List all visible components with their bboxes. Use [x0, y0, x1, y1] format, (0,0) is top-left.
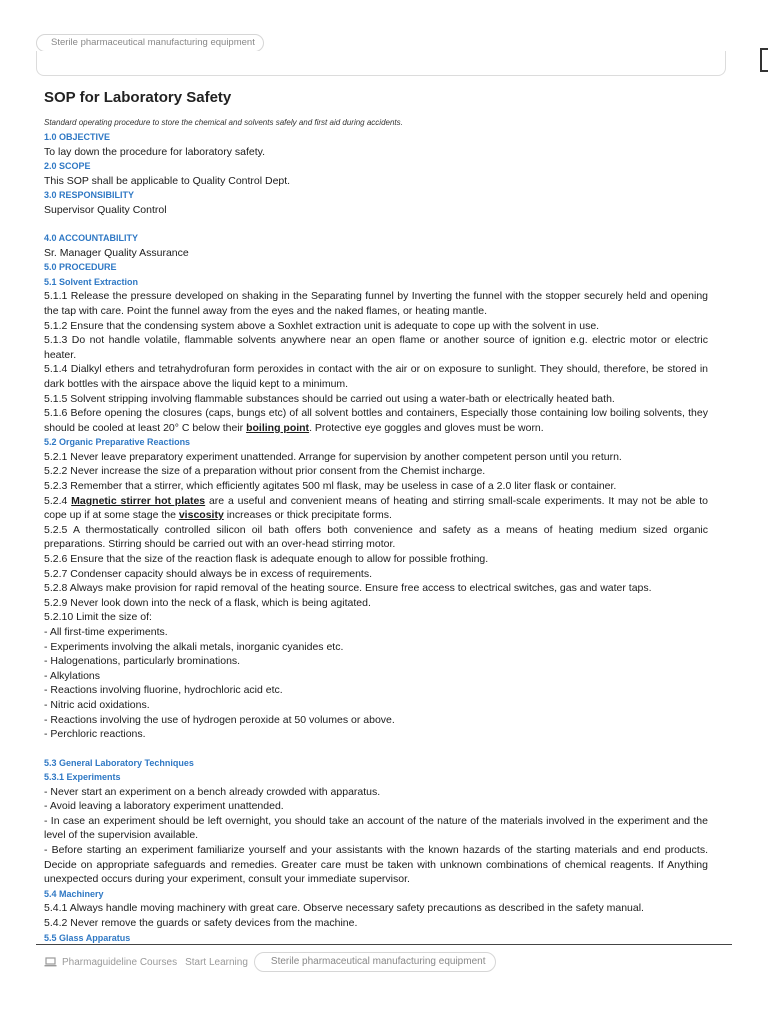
courses-link[interactable]: Pharmaguideline Courses [62, 956, 178, 968]
laptop-icon [44, 957, 57, 967]
boiling-point-link[interactable]: boiling point [246, 421, 310, 434]
para-5-2-9: 5.2.9 Never look down into the neck of a flask, which is being agitated. [44, 596, 371, 609]
para-5-1-3: 5.1.3 Do not handle volatile, flammable solvents anywhere near an open flame or another source of ignition e.g. electric motor or electric heater. [44, 334, 708, 361]
heading-machinery: 5.4 Machinery [44, 888, 104, 899]
heading-scope: 2.0 SCOPE [44, 161, 91, 172]
para-5-2-1: 5.2.1 Never leave preparatory experiment unattended. Arrange for supervision by another competent person until you return. [44, 450, 622, 463]
document-body [44, 88, 708, 944]
para-5-2-8: 5.2.8 Always make provision for rapid removal of the heating source. Ensure free access to electrical switches, gas and water taps. [44, 582, 652, 595]
para-5-1-6: 5.1.6 Before opening the closures (caps, bungs etc) of all solvent bottles and containers, Especially those containing low boiling solvents, they should be cooled at least 20° C below their boiling point. Protective eye goggles and gloves must be worn. [44, 407, 708, 434]
heading-solvent-extraction: 5.1 Solvent Extraction [44, 276, 139, 287]
list-item: - Reactions involving the use of hydrogen peroxide at 50 volumes or above. [44, 713, 395, 726]
para-5-1-1: 5.1.1 Release the pressure developed on shaking in the Separating funnel by Inverting the funnel with the stopper securely held and opening the tap with care. Point the funnel away from the eyes and the naked flames, or heating mantle. [44, 290, 708, 317]
bottom-bar [44, 952, 496, 972]
objective-text: To lay down the procedure for laboratory safety. [44, 145, 266, 158]
list-item: - Experiments involving the alkali metals, inorganic cyanides etc. [44, 640, 344, 653]
list-item: - Nitric acid oxidations. [44, 698, 150, 711]
heading-procedure: 5.0 PROCEDURE [44, 262, 117, 273]
heading-general-techniques: 5.3 General Laboratory Techniques [44, 757, 194, 768]
para-5-1-4: 5.1.4 Dialkyl ethers and tetrahydrofuran form peroxides in contact with the air or on exposure to sunlight. They should, therefore, be stored in dark bottles with the airspace above the liquid kept to a minimum. [44, 363, 708, 390]
heading-experiments: 5.3.1 Experiments [44, 772, 121, 783]
heading-organic-reactions: 5.2 Organic Preparative Reactions [44, 437, 191, 448]
para-5-4-1: 5.4.1 Always handle moving machinery with great care. Observe necessary safety precautions as described in the safety manual. [44, 902, 644, 915]
para-5-2-4: 5.2.4 Magnetic stirrer hot plates are a useful and convenient means of heating and stirring small-scale experiments. It may not be able to cope up if at some stage the viscosity increases or thick precipitate forms. [44, 494, 708, 522]
heading-responsibility: 3.0 RESPONSIBILITY [44, 190, 135, 201]
para-5-2-6: 5.2.6 Ensure that the size of the reaction flask is adequate enough to allow for possible frothing. [44, 552, 489, 565]
para-5-2-7: 5.2.7 Condenser capacity should always be in excess of requirements. [44, 567, 373, 580]
accountability-text: Sr. Manager Quality Assurance [44, 246, 189, 259]
list-item: - Never start an experiment on a bench already crowded with apparatus. [44, 785, 381, 798]
list-item: - Before starting an experiment familiarize yourself and your assistants with the known hazards of the starting materials and end products. Decide on appropriate safeguards and remedies. Greater care must be taken with unknown combinations of chemical reagents. If Anything unexpected occurs during your experiment, consult your immediate supervisor. [44, 844, 708, 886]
list-item: - All first-time experiments. [44, 625, 168, 638]
list-item: - Halogenations, particularly brominations. [44, 655, 241, 668]
para-5-2-3: 5.2.3 Remember that a stirrer, which efficiently agitates 500 ml flask, may be useless in case of a 2.0 liter flask or container. [44, 480, 617, 492]
bottom-related-chip[interactable]: Sterile pharmaceutical manufacturing equipment [254, 952, 497, 972]
bottom-divider [36, 944, 732, 945]
list-item: - Alkylations [44, 669, 101, 682]
heading-objective: 1.0 OBJECTIVE [44, 132, 111, 142]
heading-glass-apparatus: 5.5 Glass Apparatus [44, 932, 131, 943]
para-5-4-2: 5.4.2 Never remove the guards or safety devices from the machine. [44, 916, 358, 929]
start-learning-link[interactable]: Start Learning [185, 956, 248, 968]
page-subtitle: Standard operating procedure to store the chemical and solvents safely and first aid during accidents. [44, 118, 403, 127]
page-title: SOP for Laboratory Safety [44, 89, 232, 106]
list-item: - Reactions involving fluorine, hydrochloric acid etc. [44, 684, 283, 697]
heading-accountability: 4.0 ACCOUNTABILITY [44, 233, 139, 244]
top-related-chip[interactable]: Sterile pharmaceutical manufacturing equipment [36, 34, 264, 52]
para-5-1-5: 5.1.5 Solvent stripping involving flammable substances should be carried out using a water-bath or electrically heated bath. [44, 392, 615, 405]
list-item: - In case an experiment should be left overnight, you should take an account of the nature of the materials involved in the experiment and the level of the supervision available. [44, 814, 708, 842]
list-item: - Avoid leaving a laboratory experiment unattended. [44, 800, 284, 813]
para-5-2-2: 5.2.2 Never increase the size of a preparation without prior consent from the Chemist incharge. [44, 465, 486, 478]
viscosity-link[interactable]: viscosity [178, 509, 224, 522]
para-5-1-2: 5.1.2 Ensure that the condensing system above a Soxhlet extraction unit is adequate to cope up with the solvent in use. [44, 319, 600, 332]
responsibility-text: Supervisor Quality Control [44, 203, 167, 216]
list-item: - Perchloric reactions. [44, 728, 146, 741]
para-5-2-5: 5.2.5 A thermostatically controlled silicon oil bath offers both convenience and safety as a means of heating medium sized organic preparations. Stirring should be carried out with an over-head stirring motor. [44, 523, 708, 551]
scope-text: This SOP shall be applicable to Quality Control Dept. [44, 174, 291, 187]
magnetic-stirrer-link[interactable]: Magnetic stirrer hot plates [71, 494, 206, 507]
para-5-2-10: 5.2.10 Limit the size of: [44, 611, 152, 624]
